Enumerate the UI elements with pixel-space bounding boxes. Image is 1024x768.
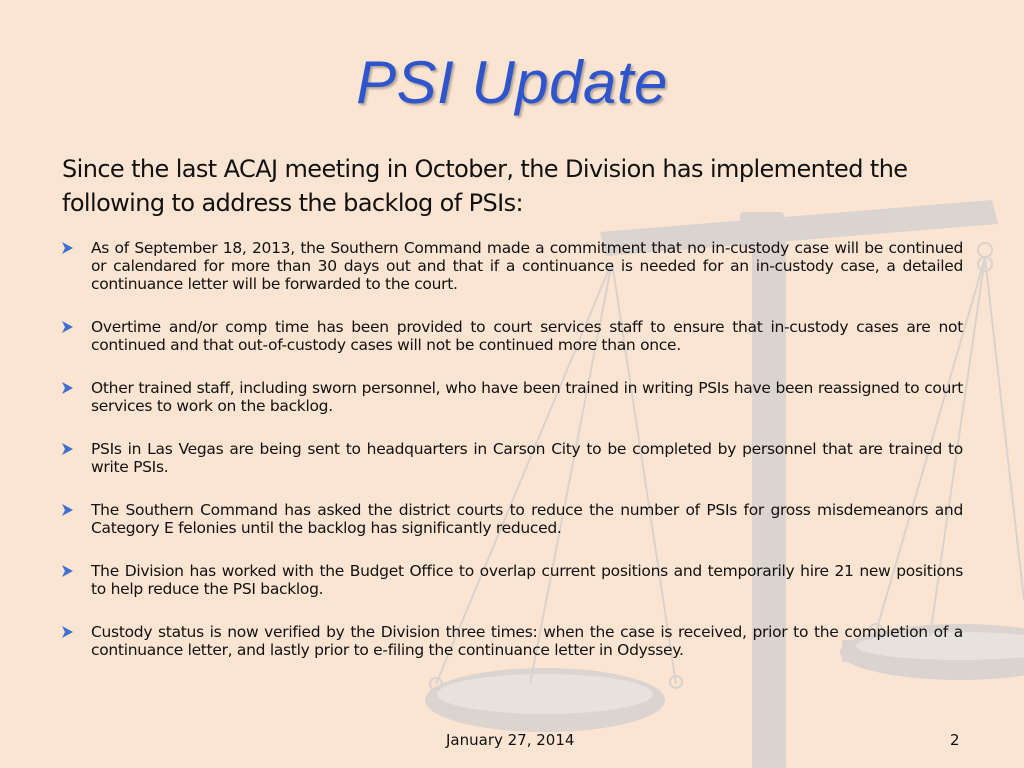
list-item (62, 562, 963, 598)
slide-title: PSI Update (356, 49, 668, 116)
arrow-bullet-icon (62, 504, 73, 516)
list-item (62, 623, 963, 659)
bullet-text: Custody status is now verified by the Division three times: when the case is received, prior to the completion of a continuance letter, and lastly prior to e-filing the continuance letter in Odyssey. (91, 623, 963, 659)
list-item (62, 318, 963, 354)
bullet-list (62, 239, 963, 684)
footer-date: January 27, 2014 (446, 731, 575, 749)
arrow-bullet-icon (62, 242, 73, 254)
bullet-text: PSIs in Las Vegas are being sent to headquarters in Carson City to be completed by personnel that are trained to write PSIs. (91, 440, 963, 476)
arrow-bullet-icon (62, 382, 73, 394)
bullet-text: Other trained staff, including sworn personnel, who have been trained in writing PSIs have been reassigned to court services to work on the backlog. (91, 379, 963, 415)
bullet-text: The Southern Command has asked the district courts to reduce the number of PSIs for gross misdemeanors and Category E felonies until the backlog has significantly reduced. (91, 501, 963, 537)
page-number: 2 (950, 731, 960, 749)
bullet-text: The Division has worked with the Budget Office to overlap current positions and temporarily hire 21 new positions to help reduce the PSI backlog. (91, 562, 963, 598)
arrow-bullet-icon (62, 626, 73, 638)
list-item (62, 501, 963, 537)
list-item (62, 440, 963, 476)
list-item (62, 239, 963, 293)
bullet-text: Overtime and/or comp time has been provided to court services staff to ensure that in-custody cases are not continued and that out-of-custody cases will not be continued more than once. (91, 318, 963, 354)
list-item (62, 379, 963, 415)
intro-text: Since the last ACAJ meeting in October, the Division has implemented the following to address the backlog of PSIs: (62, 155, 908, 217)
arrow-bullet-icon (62, 443, 73, 455)
arrow-bullet-icon (62, 565, 73, 577)
arrow-bullet-icon (62, 321, 73, 333)
bullet-text: As of September 18, 2013, the Southern Command made a commitment that no in-custody case will be continued or calendared for more than 30 days out and that if a continuance is needed for an in-custody case, a detailed continuance letter will be forwarded to the court. (91, 239, 963, 293)
